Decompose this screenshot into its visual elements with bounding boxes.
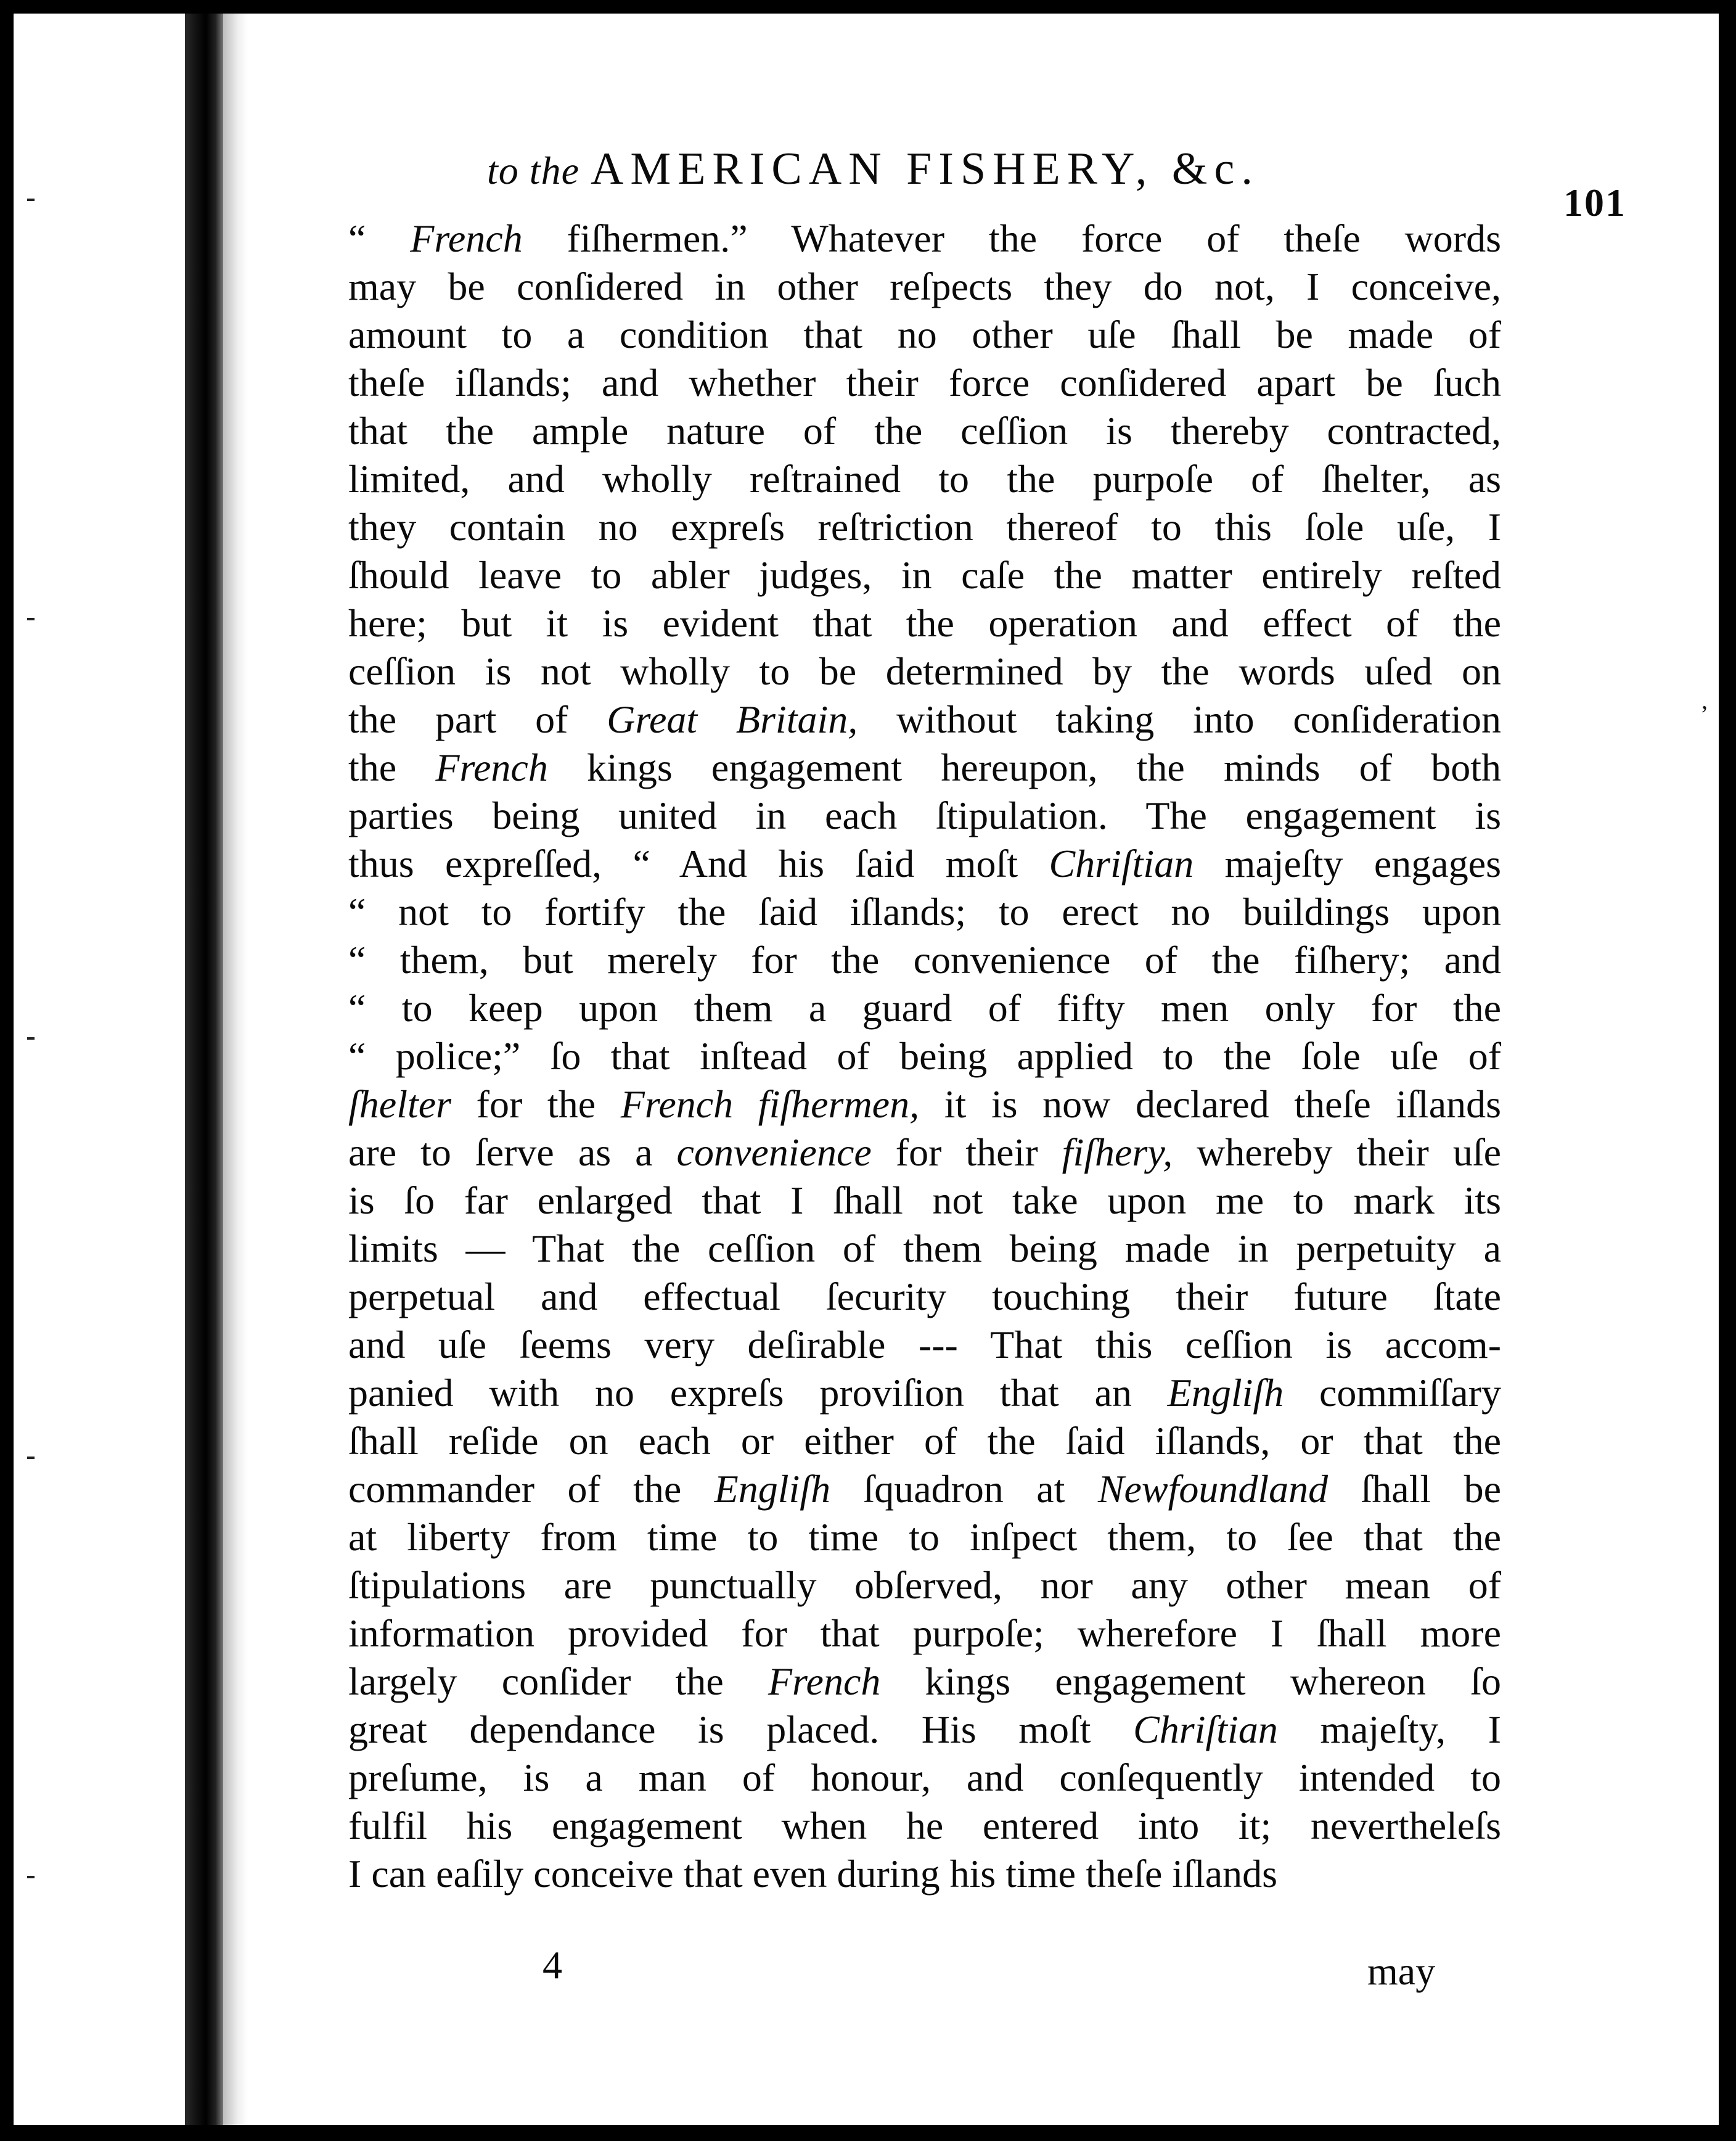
text-line bbox=[348, 1080, 1501, 1128]
italic-text-segment: French bbox=[410, 216, 523, 260]
text-segment: parties being united in each ſtipulation. The engagement is bbox=[348, 794, 1501, 837]
italic-text-segment: fiſhery, bbox=[1062, 1130, 1173, 1174]
running-head-italic: to the bbox=[487, 149, 579, 192]
text-segment: are to ſerve as a bbox=[348, 1130, 677, 1174]
text-line bbox=[348, 744, 1501, 792]
text-line bbox=[348, 1465, 1501, 1513]
text-segment: majeſty, I bbox=[1277, 1707, 1501, 1751]
text-segment: majeſty engages bbox=[1194, 842, 1502, 886]
text-segment: whereby their uſe bbox=[1173, 1130, 1501, 1174]
text-segment: without taking into conſideration bbox=[858, 697, 1502, 741]
text-segment: I can eaſily conceive that even during his time theſe iſlands bbox=[348, 1852, 1278, 1896]
text-segment: “ them, but merely for the convenience of the fiſhery; and bbox=[348, 938, 1501, 982]
text-segment: fulfil his engagement when he entered into it; nevertheleſs bbox=[348, 1804, 1501, 1847]
facing-page-tick bbox=[27, 1876, 35, 1878]
text-line bbox=[348, 1128, 1501, 1177]
text-segment: kings engagement hereupon, the minds of both bbox=[547, 746, 1501, 789]
binding-shadow bbox=[223, 14, 248, 2125]
text-segment: information provided for that purpoſe; wherefore I ſhall more bbox=[348, 1611, 1501, 1655]
text-segment: ceſſion is not wholly to be determined by the words uſed on bbox=[348, 649, 1501, 693]
text-line bbox=[348, 1225, 1501, 1273]
text-line bbox=[348, 1321, 1501, 1369]
text-line bbox=[348, 888, 1501, 936]
signature-mark: 4 bbox=[542, 1943, 562, 1987]
text-line bbox=[348, 1561, 1501, 1609]
italic-text-segment: convenience bbox=[676, 1130, 872, 1174]
text-segment: “ not to fortify the ſaid iſlands; to erect no buildings upon bbox=[348, 890, 1501, 934]
italic-text-segment: French bbox=[435, 746, 548, 789]
text-segment: may be conſidered in other reſpects they do not, I conceive, bbox=[348, 265, 1501, 308]
text-line bbox=[348, 696, 1501, 744]
text-line bbox=[348, 455, 1501, 503]
text-segment: fiſhermen.” Whatever the force of theſe words bbox=[522, 216, 1502, 260]
text-segment: limits — That the ceſſion of them being made in perpetuity a bbox=[348, 1227, 1501, 1270]
text-segment: “ bbox=[348, 216, 411, 260]
text-segment: theſe iſlands; and whether their force conſidered apart be ſuch bbox=[348, 361, 1501, 405]
text-line bbox=[348, 840, 1501, 888]
text-line bbox=[348, 263, 1501, 311]
catchword: may bbox=[1367, 1949, 1436, 1993]
page-number: 101 bbox=[1563, 181, 1626, 224]
running-head bbox=[487, 143, 1259, 195]
text-line bbox=[348, 503, 1501, 551]
text-line bbox=[348, 1802, 1501, 1850]
italic-text-segment: Engliſh bbox=[714, 1467, 831, 1511]
text-line bbox=[348, 1609, 1501, 1658]
facing-page-edge bbox=[14, 14, 185, 2125]
text-line bbox=[348, 792, 1501, 840]
text-segment: at liberty from time to time to inſpect them, to ſee that the bbox=[348, 1515, 1501, 1559]
text-line bbox=[348, 215, 1501, 263]
italic-text-segment: French fiſhermen, bbox=[620, 1082, 920, 1126]
text-line bbox=[348, 1658, 1501, 1706]
italic-text-segment: ſhelter bbox=[348, 1082, 452, 1126]
text-line bbox=[348, 647, 1501, 696]
text-segment: the part of bbox=[348, 697, 607, 741]
text-segment: thus expreſſed, “ And his ſaid moſt bbox=[348, 842, 1049, 886]
text-segment: here; but it is evident that the operation and effect of the bbox=[348, 601, 1501, 645]
text-segment: that the ample nature of the ceſſion is thereby contracted, bbox=[348, 409, 1501, 453]
scan-border-left bbox=[0, 0, 14, 2141]
text-line bbox=[348, 551, 1501, 599]
italic-text-segment: French bbox=[768, 1659, 881, 1703]
text-segment: amount to a condition that no other uſe ſhall be made of bbox=[348, 313, 1501, 356]
text-segment: ſhall reſide on each or either of the ſaid iſlands, or that the bbox=[348, 1419, 1501, 1463]
text-line bbox=[348, 1754, 1501, 1802]
text-line bbox=[348, 1417, 1501, 1465]
body-text bbox=[348, 215, 1501, 1898]
text-segment: commiſſary bbox=[1284, 1371, 1502, 1415]
text-segment: ſhall be bbox=[1328, 1467, 1502, 1511]
italic-text-segment: Chriſtian bbox=[1133, 1707, 1278, 1751]
text-segment: they contain no expreſs reſtriction thereof to this ſole uſe, I bbox=[348, 505, 1501, 549]
text-segment: is ſo far enlarged that I ſhall not take upon me to mark its bbox=[348, 1178, 1501, 1222]
scan-border-right bbox=[1719, 0, 1736, 2141]
text-segment: and uſe ſeems very deſirable --- That this ceſſion is accom- bbox=[348, 1323, 1501, 1366]
text-line bbox=[348, 1273, 1501, 1321]
text-line bbox=[348, 936, 1501, 984]
scan-border-bottom bbox=[0, 2125, 1736, 2141]
running-head-title: AMERICAN FISHERY, &c. bbox=[590, 144, 1259, 194]
text-line bbox=[348, 359, 1501, 407]
text-segment: preſume, is a man of honour, and conſequently intended to bbox=[348, 1756, 1501, 1799]
text-segment: “ police;” ſo that inſtead of being applied to the ſole uſe of bbox=[348, 1034, 1501, 1078]
facing-page-tick bbox=[27, 1457, 35, 1459]
margin-mark: , bbox=[1701, 686, 1708, 714]
facing-page-tick bbox=[27, 1037, 35, 1040]
italic-text-segment: Newfoundland bbox=[1097, 1467, 1329, 1511]
italic-text-segment: Engliſh bbox=[1167, 1371, 1284, 1415]
text-segment: perpetual and effectual ſecurity touching their future ſtate bbox=[348, 1275, 1501, 1318]
text-segment: for their bbox=[871, 1130, 1062, 1174]
text-segment: kings engagement whereon ſo bbox=[880, 1659, 1502, 1703]
binding-gutter bbox=[185, 14, 223, 2125]
italic-text-segment: Great Britain, bbox=[607, 697, 858, 741]
text-line bbox=[348, 1513, 1501, 1561]
text-segment: “ to keep upon them a guard of fifty men only for the bbox=[348, 986, 1501, 1030]
text-segment: limited, and wholly reſtrained to the purpoſe of ſhelter, as bbox=[348, 457, 1501, 501]
text-segment: ſhould leave to abler judges, in caſe the matter entirely reſted bbox=[348, 553, 1501, 597]
text-segment: ſtipulations are punctually obſerved, nor any other mean of bbox=[348, 1563, 1501, 1607]
text-segment: great dependance is placed. His moſt bbox=[348, 1707, 1134, 1751]
text-segment: panied with no expreſs proviſion that an bbox=[348, 1371, 1168, 1415]
text-line bbox=[348, 311, 1501, 359]
scan-border-top bbox=[0, 0, 1736, 14]
facing-page-tick bbox=[27, 199, 35, 201]
text-line bbox=[348, 1850, 1501, 1898]
text-segment: the bbox=[348, 746, 436, 789]
text-segment: ſquadron at bbox=[830, 1467, 1098, 1511]
text-line bbox=[348, 1032, 1501, 1080]
text-line bbox=[348, 407, 1501, 455]
text-segment: largely conſider the bbox=[348, 1659, 768, 1703]
text-line bbox=[348, 984, 1501, 1032]
text-line bbox=[348, 1369, 1501, 1417]
facing-page-tick bbox=[27, 618, 35, 620]
italic-text-segment: Chriſtian bbox=[1049, 842, 1194, 886]
text-line bbox=[348, 1706, 1501, 1754]
text-line bbox=[348, 599, 1501, 647]
text-segment: commander of the bbox=[348, 1467, 714, 1511]
text-segment: it is now declared theſe iſlands bbox=[919, 1082, 1502, 1126]
text-line bbox=[348, 1177, 1501, 1225]
text-segment: for the bbox=[451, 1082, 621, 1126]
